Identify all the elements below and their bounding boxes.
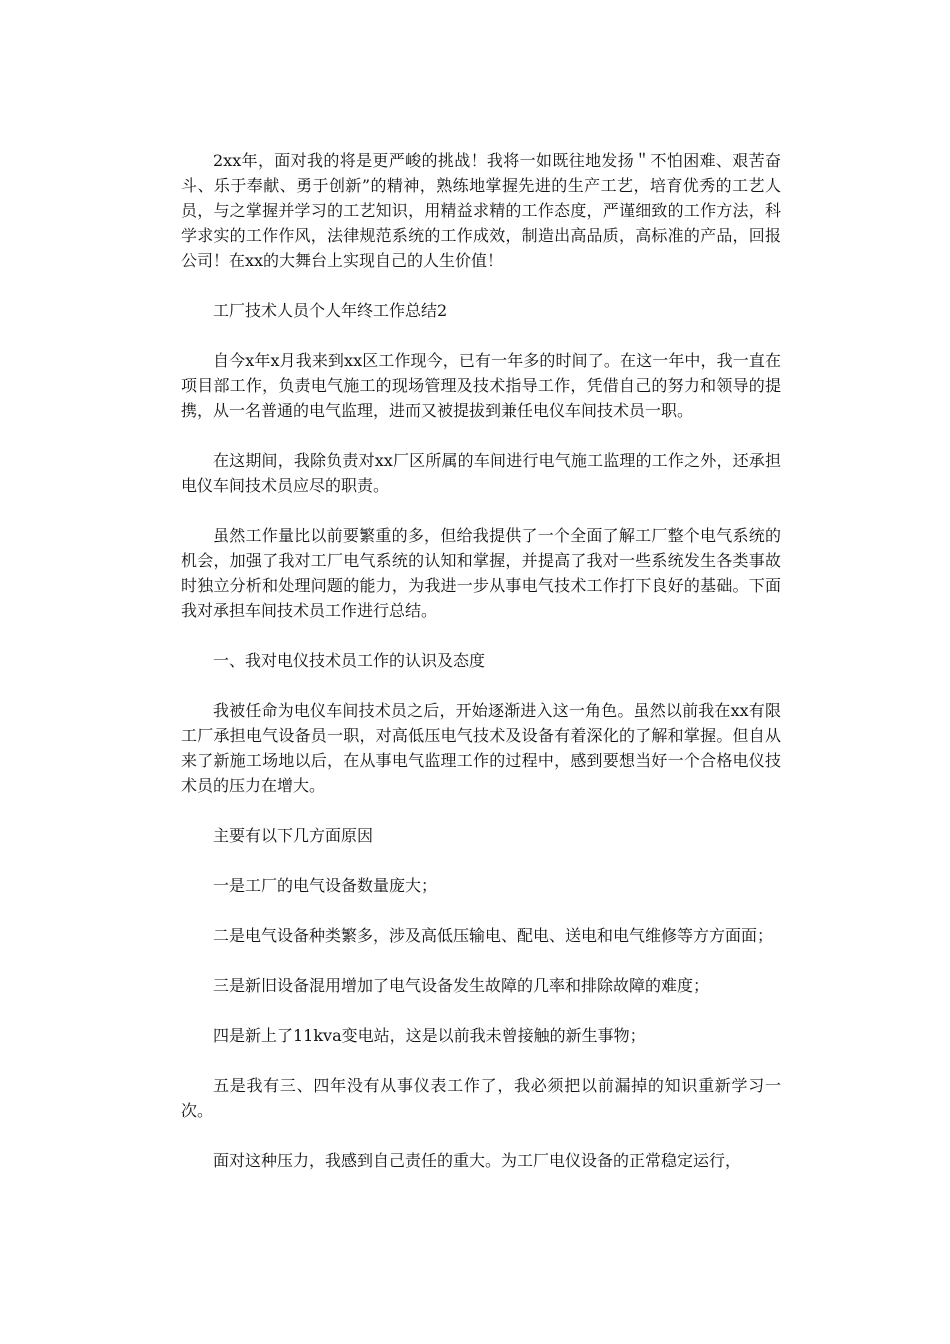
paragraph-opportunity: 虽然工作量比以前要繁重的多，但给我提供了一个全面了解工厂整个电气系统的机会，加强了我对工厂电气系统的认知和掌握，并提高了我对一些系统发生各类事故时独立分析和处理问题的能力，为我进一步从事电气技术工作打下良好的基础。下面我对承担车间技术员工作进行总结。 xyxy=(181,526,781,620)
document-body xyxy=(181,148,781,1173)
list-item-5: 五是我有三、四年没有从事仪表工作了，我必须把以前漏掉的知识重新学习一次。 xyxy=(181,1076,781,1120)
paragraph-pressure: 面对这种压力，我感到自己责任的重大。为工厂电仪设备的正常稳定运行， xyxy=(213,1151,742,1170)
list-item-2: 二是电气设备种类繁多，涉及高低压输电、配电、送电和电气维修等方方面面； xyxy=(213,926,774,945)
section-title: 工厂技术人员个人年终工作总结2 xyxy=(213,301,448,320)
paragraph-intro: 自今x年x月我来到xx区工作现今，已有一年多的时间了。在这一年中，我一直在项目部工作，负责电气施工的现场管理及技术指导工作，凭借自己的努力和领导的提携，从一名普通的电气监理，进而又被提拔到兼任电仪车间技术员一职。 xyxy=(181,351,781,420)
list-heading: 主要有以下几方面原因 xyxy=(213,826,374,845)
subsection-heading: 一、我对电仪技术员工作的认识及态度 xyxy=(213,651,486,670)
list-item-1: 一是工厂的电气设备数量庞大； xyxy=(213,876,438,895)
paragraph-duties: 在这期间，我除负责对xx厂区所属的车间进行电气施工监理的工作之外，还承担电仪车间技术员应尽的职责。 xyxy=(181,451,781,495)
list-item-3: 三是新旧设备混用增加了电气设备发生故障的几率和排除故障的难度； xyxy=(213,976,710,995)
paragraph-closing-summary: 2xx年，面对我的将是更严峻的挑战！我将一如既往地发扬＂不怕困难、艰苦奋斗、乐于奉献、勇于创新”的精神，熟练地掌握先进的生产工艺，培育优秀的工艺人员，与之掌握并学习的工艺知识，用精益求精的工作态度，严谨细致的工作方法，科学求实的工作作风，法律规范系统的工作成效，制造出高品质，高标准的产品，回报公司！在xx的大舞台上实现自己的人生价值！ xyxy=(181,151,781,270)
paragraph-role: 我被任命为电仪车间技术员之后，开始逐渐进入这一角色。虽然以前我在xx有限工厂承担电气设备员一职，对高低压电气技术及设备有着深化的了解和掌握。但自从来了新施工场地以后，在从事电气监理工作的过程中，感到要想当好一个合格电仪技术员的压力在增大。 xyxy=(181,701,781,795)
list-item-4: 四是新上了11kva变电站，这是以前我未曾接触的新生事物； xyxy=(213,1026,646,1045)
